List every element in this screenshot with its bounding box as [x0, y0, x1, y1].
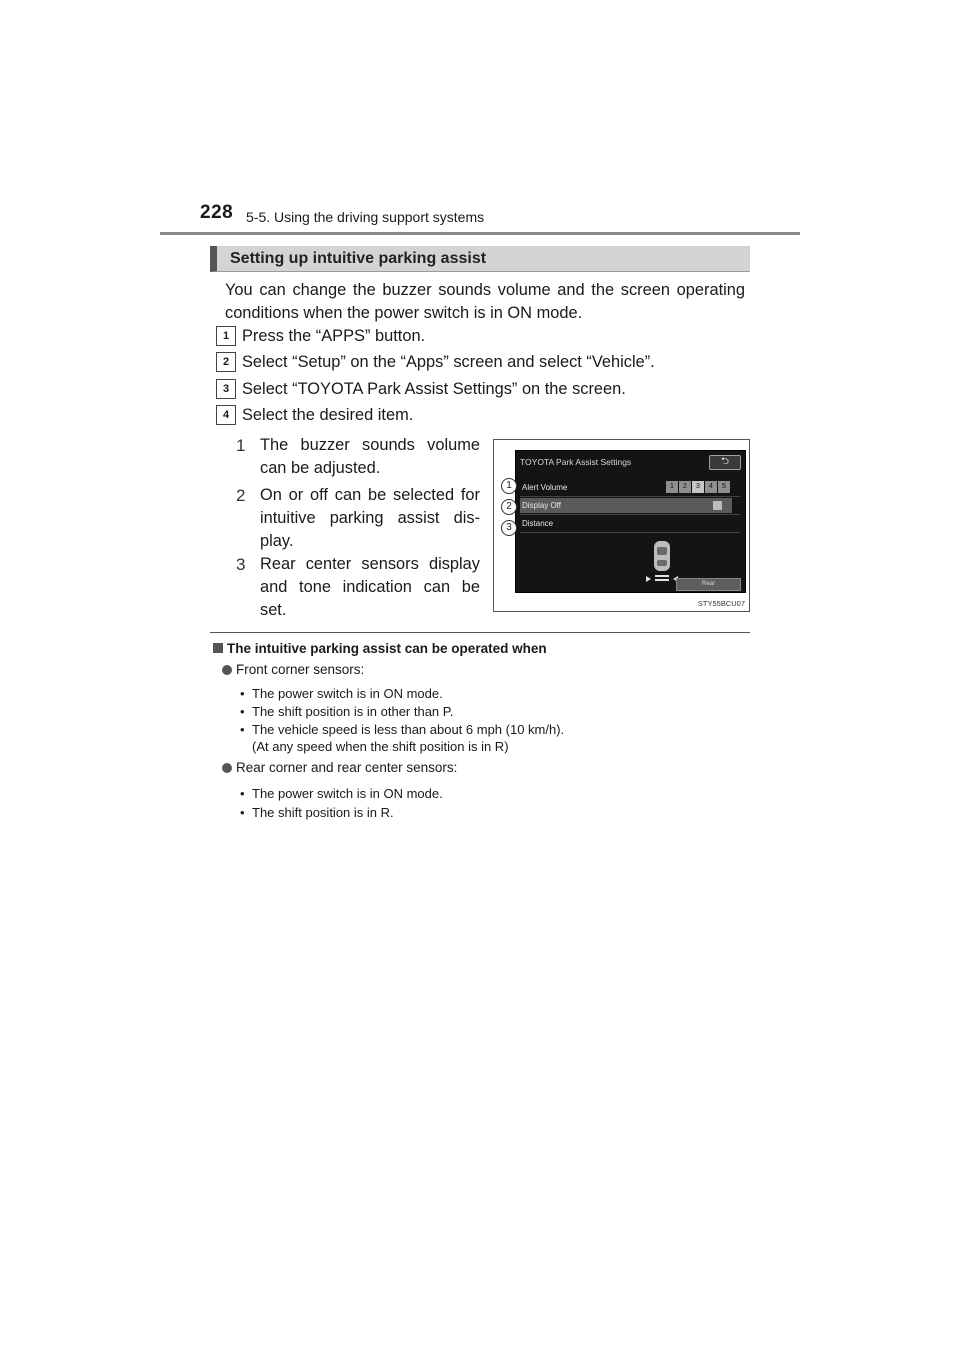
item-continuation: (At any speed when the shift position is in R): [252, 739, 509, 754]
square-bullet-icon: [213, 643, 223, 653]
step-text: Select “TOYOTA Park Assist Settings” on the screen.: [242, 380, 626, 398]
step-text: Select “Setup” on the “Apps” screen and select “Vehicle”.: [242, 353, 655, 371]
round-bullet-icon: [222, 763, 232, 773]
round-bullet-icon: [222, 665, 232, 675]
note-heading: [213, 641, 547, 656]
note-group-rear: [222, 760, 457, 775]
item-text: The power switch is in ON mode.: [252, 786, 443, 801]
list-item: • The power switch is in ON mode.: [240, 686, 443, 701]
section-title: Setting up intuitive parking assist: [230, 250, 487, 267]
row-label: Distance: [522, 519, 554, 528]
return-arrow-icon[interactable]: ⮌: [709, 455, 741, 470]
callout-number: 2: [236, 486, 246, 505]
list-item: • The vehicle speed is less than about 6 mph (10 km/h). (At any speed when the shift position is in R): [240, 722, 565, 754]
note-heading-text: The intuitive parking assist can be operated when: [227, 641, 547, 656]
callout-1: [236, 434, 480, 480]
item-text: The shift position is in R.: [252, 805, 394, 820]
rear-button[interactable]: Rear: [676, 578, 741, 591]
callout-number: 3: [236, 555, 246, 574]
section-divider: [210, 632, 750, 633]
display-off-row[interactable]: [520, 498, 732, 513]
note-group-front: [222, 662, 364, 677]
item-text: The power switch is in ON mode.: [252, 686, 443, 701]
step-number-badge: 1: [216, 326, 236, 346]
item-text: The shift position is in other than P.: [252, 704, 454, 719]
row-label: Display Off: [522, 501, 561, 510]
callout-text: On or off can be selected for intuitive parking assist dis-play.: [260, 486, 480, 550]
row-divider: [520, 514, 740, 515]
row-label: Alert Volume: [522, 483, 568, 492]
figure-callout: 3: [501, 520, 517, 536]
volume-option[interactable]: 4: [705, 481, 717, 493]
screen-title: TOYOTA Park Assist Settings: [520, 457, 632, 467]
header-rule: [160, 232, 800, 235]
row-divider: [520, 532, 740, 533]
volume-option[interactable]: 2: [679, 481, 691, 493]
list-item: • The shift position is in R.: [240, 805, 394, 820]
distance-row[interactable]: [520, 516, 732, 531]
volume-option[interactable]: 1: [666, 481, 678, 493]
section-title-bar: [210, 246, 750, 272]
page-number: 228: [200, 202, 234, 223]
figure-callout: 2: [501, 499, 517, 515]
step-number-badge: 4: [216, 405, 236, 425]
callout-3: [236, 553, 480, 622]
volume-option-selected[interactable]: 3: [692, 481, 704, 493]
volume-option[interactable]: 5: [718, 481, 730, 493]
row-divider: [520, 496, 740, 497]
callout-number: 1: [236, 436, 246, 455]
figure-callout: 1: [501, 478, 517, 494]
step-text: Select the desired item.: [242, 406, 414, 424]
volume-selector[interactable]: [665, 481, 730, 493]
checkbox-icon[interactable]: [713, 501, 722, 510]
item-text: The vehicle speed is less than about 6 mph (10 km/h).: [252, 722, 565, 737]
settings-screen-figure: [493, 439, 750, 612]
group-title: Front corner sensors:: [236, 662, 365, 677]
section-header: 5-5. Using the driving support systems: [246, 209, 485, 225]
step-number-badge: 2: [216, 352, 236, 372]
group-title: Rear corner and rear center sensors:: [236, 760, 458, 775]
callout-text: Rear center sensors display and tone indication can be set.: [260, 555, 480, 619]
step-text: Press the “APPS” button.: [242, 327, 426, 345]
display-screen: [515, 450, 746, 593]
step-number-badge: 3: [216, 379, 236, 399]
callout-2: [236, 484, 480, 553]
intro-paragraph: You can change the buzzer sounds volume and the screen operating conditions when the power switch is in ON mode.: [225, 281, 745, 322]
callout-text: The buzzer sounds volume can be adjusted.: [260, 436, 480, 477]
list-item: • The shift position is in other than P.: [240, 704, 454, 719]
list-item: • The power switch is in ON mode.: [240, 786, 443, 801]
figure-code: STY55BCU07: [697, 599, 745, 608]
alert-volume-row[interactable]: [520, 480, 732, 495]
